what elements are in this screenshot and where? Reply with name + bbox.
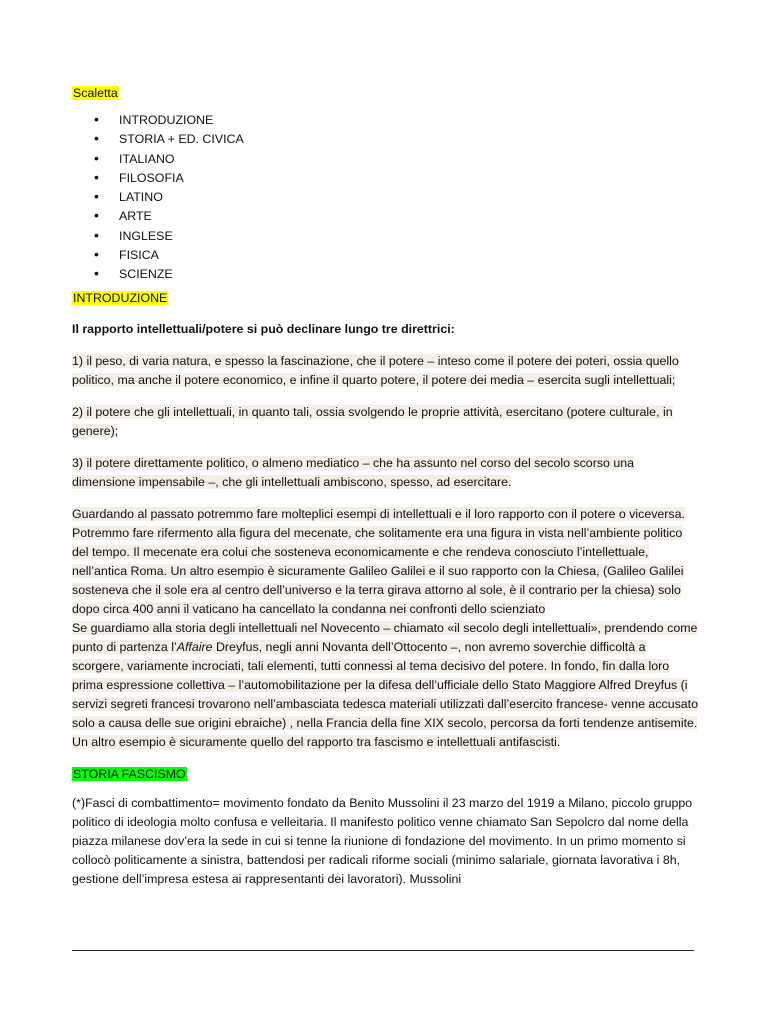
toc-item: • FISICA [94, 246, 159, 263]
scaletta-heading: Scaletta [73, 86, 118, 100]
toc-item: • ITALIANO [94, 149, 175, 166]
direttrice-3: 3) il potere direttamente politico, o almeno mediatico – che ha assunto nel corso del secolo scorso una dimensione impensabile –, che gli intellettuali ambiscono, spesso, ad esercitare. [72, 455, 635, 489]
toc-list [72, 111, 700, 285]
toc-item: • LATINO [94, 188, 163, 205]
bullet-icon: • [94, 188, 99, 205]
bullet-icon: • [94, 246, 99, 263]
bullet-icon: • [94, 265, 99, 282]
toc-item: • STORIA + ED. CIVICA [94, 130, 244, 147]
fascismo-paragraph: (*)Fasci di combattimento= movimento fondato da Benito Mussolini il 23 marzo del 1919 a Milano, piccolo gruppo politico di ideologia molto confusa e velleitaria. Il manifesto politico venne chiamato San Sepolcro dal nome della piazza milanese dov’era la sede in cui si tenne la riunione di fondazione del movimento. In un primo momento si collocò politicamente a sinistra, battendosi per radicali riforme sociali (minimo salariale, giornata lavorativa i 8h, gestione dell’impresa estesa ai rappresentanti dei lavoratori). Mussolini [72, 795, 693, 886]
passato-paragraph: Guardando al passato potremmo fare molteplici esempi di intellettuali e il loro rapporto con il potere o viceversa. Potremmo fare rifermento alla figura del mecenate, che solitamente era una figura in vista nell’ambiente politico del tempo. Il mecenate era colui che sosteneva economicamente e che rendeva conosciuto l’intellettuale, nell’antica Roma. Un altro esempio è sicuramente Galileo Galilei e il suo rapporto con la Chiesa, (Galileo Galilei sosteneva che il sole era al centro dell’universo e la terra girava attorno al sole, è il contrario per la chiesa) solo dopo circa 400 anni il vaticano ha cancellato la condanna nei confronti dello scienziato [72, 506, 685, 616]
direttrice-2: 2) il potere che gli intellettuali, in quanto tali, ossia svolgendo le proprie attività, esercitano (potere culturale, in genere); [72, 404, 673, 438]
intro-lead: Il rapporto intellettuali/potere si può declinare lungo tre direttrici: [72, 321, 455, 336]
toc-item: • INTRODUZIONE [94, 111, 214, 127]
storia-heading: STORIA FASCISMO [73, 766, 186, 781]
toc-item: • SCIENZE [94, 265, 173, 282]
footnote-separator [72, 950, 694, 951]
bullet-icon: • [94, 130, 99, 147]
novecento-paragraph: Se guardiamo alla storia degli intellettuali nel Novecento – chiamato «il secolo degli intellettuali», prendendo come punto di partenza l’Affaire Dreyfus, negli anni Novanta dell’Ottocento –, non avremo soverchie difficoltà a scorgere, variamente incrociati, tali elementi, tutti connessi al tema decisivo del potere. In fondo, fin dalla loro prima espressione collettiva – l’automobilitazione per la difesa dell’ufficiale dello Stato Maggiore Alfred Dreyfus (i servizi segreti francesi trovarono nell’ambasciata tedesca materiali utilizzati dall’esercito francese- venne accusato solo a causa delle sue origini ebraiche) , nella Francia della fine XIX secolo, percorsa da forti tendenze antisemite. Un altro esempio è sicuramente quello del rapporto tra fascismo e intellettuali antifascisti. [72, 620, 699, 749]
intro-heading: INTRODUZIONE [73, 290, 168, 305]
bullet-icon: • [94, 149, 99, 166]
toc-item: • ARTE [94, 207, 152, 224]
bullet-icon: • [94, 111, 99, 127]
bullet-icon: • [94, 168, 99, 185]
toc-item: • INGLESE [94, 226, 173, 243]
bullet-icon: • [94, 226, 99, 243]
bullet-icon: • [94, 207, 99, 224]
document-body [72, 84, 700, 889]
toc-item: • FILOSOFIA [94, 168, 184, 185]
direttrice-1: 1) il peso, di varia natura, e spesso la fascinazione, che il potere – inteso come il potere dei poteri, ossia quello politico, ma anche il potere economico, e infine il quarto potere, il potere dei media – esercita sugli intellettuali; [72, 353, 679, 387]
